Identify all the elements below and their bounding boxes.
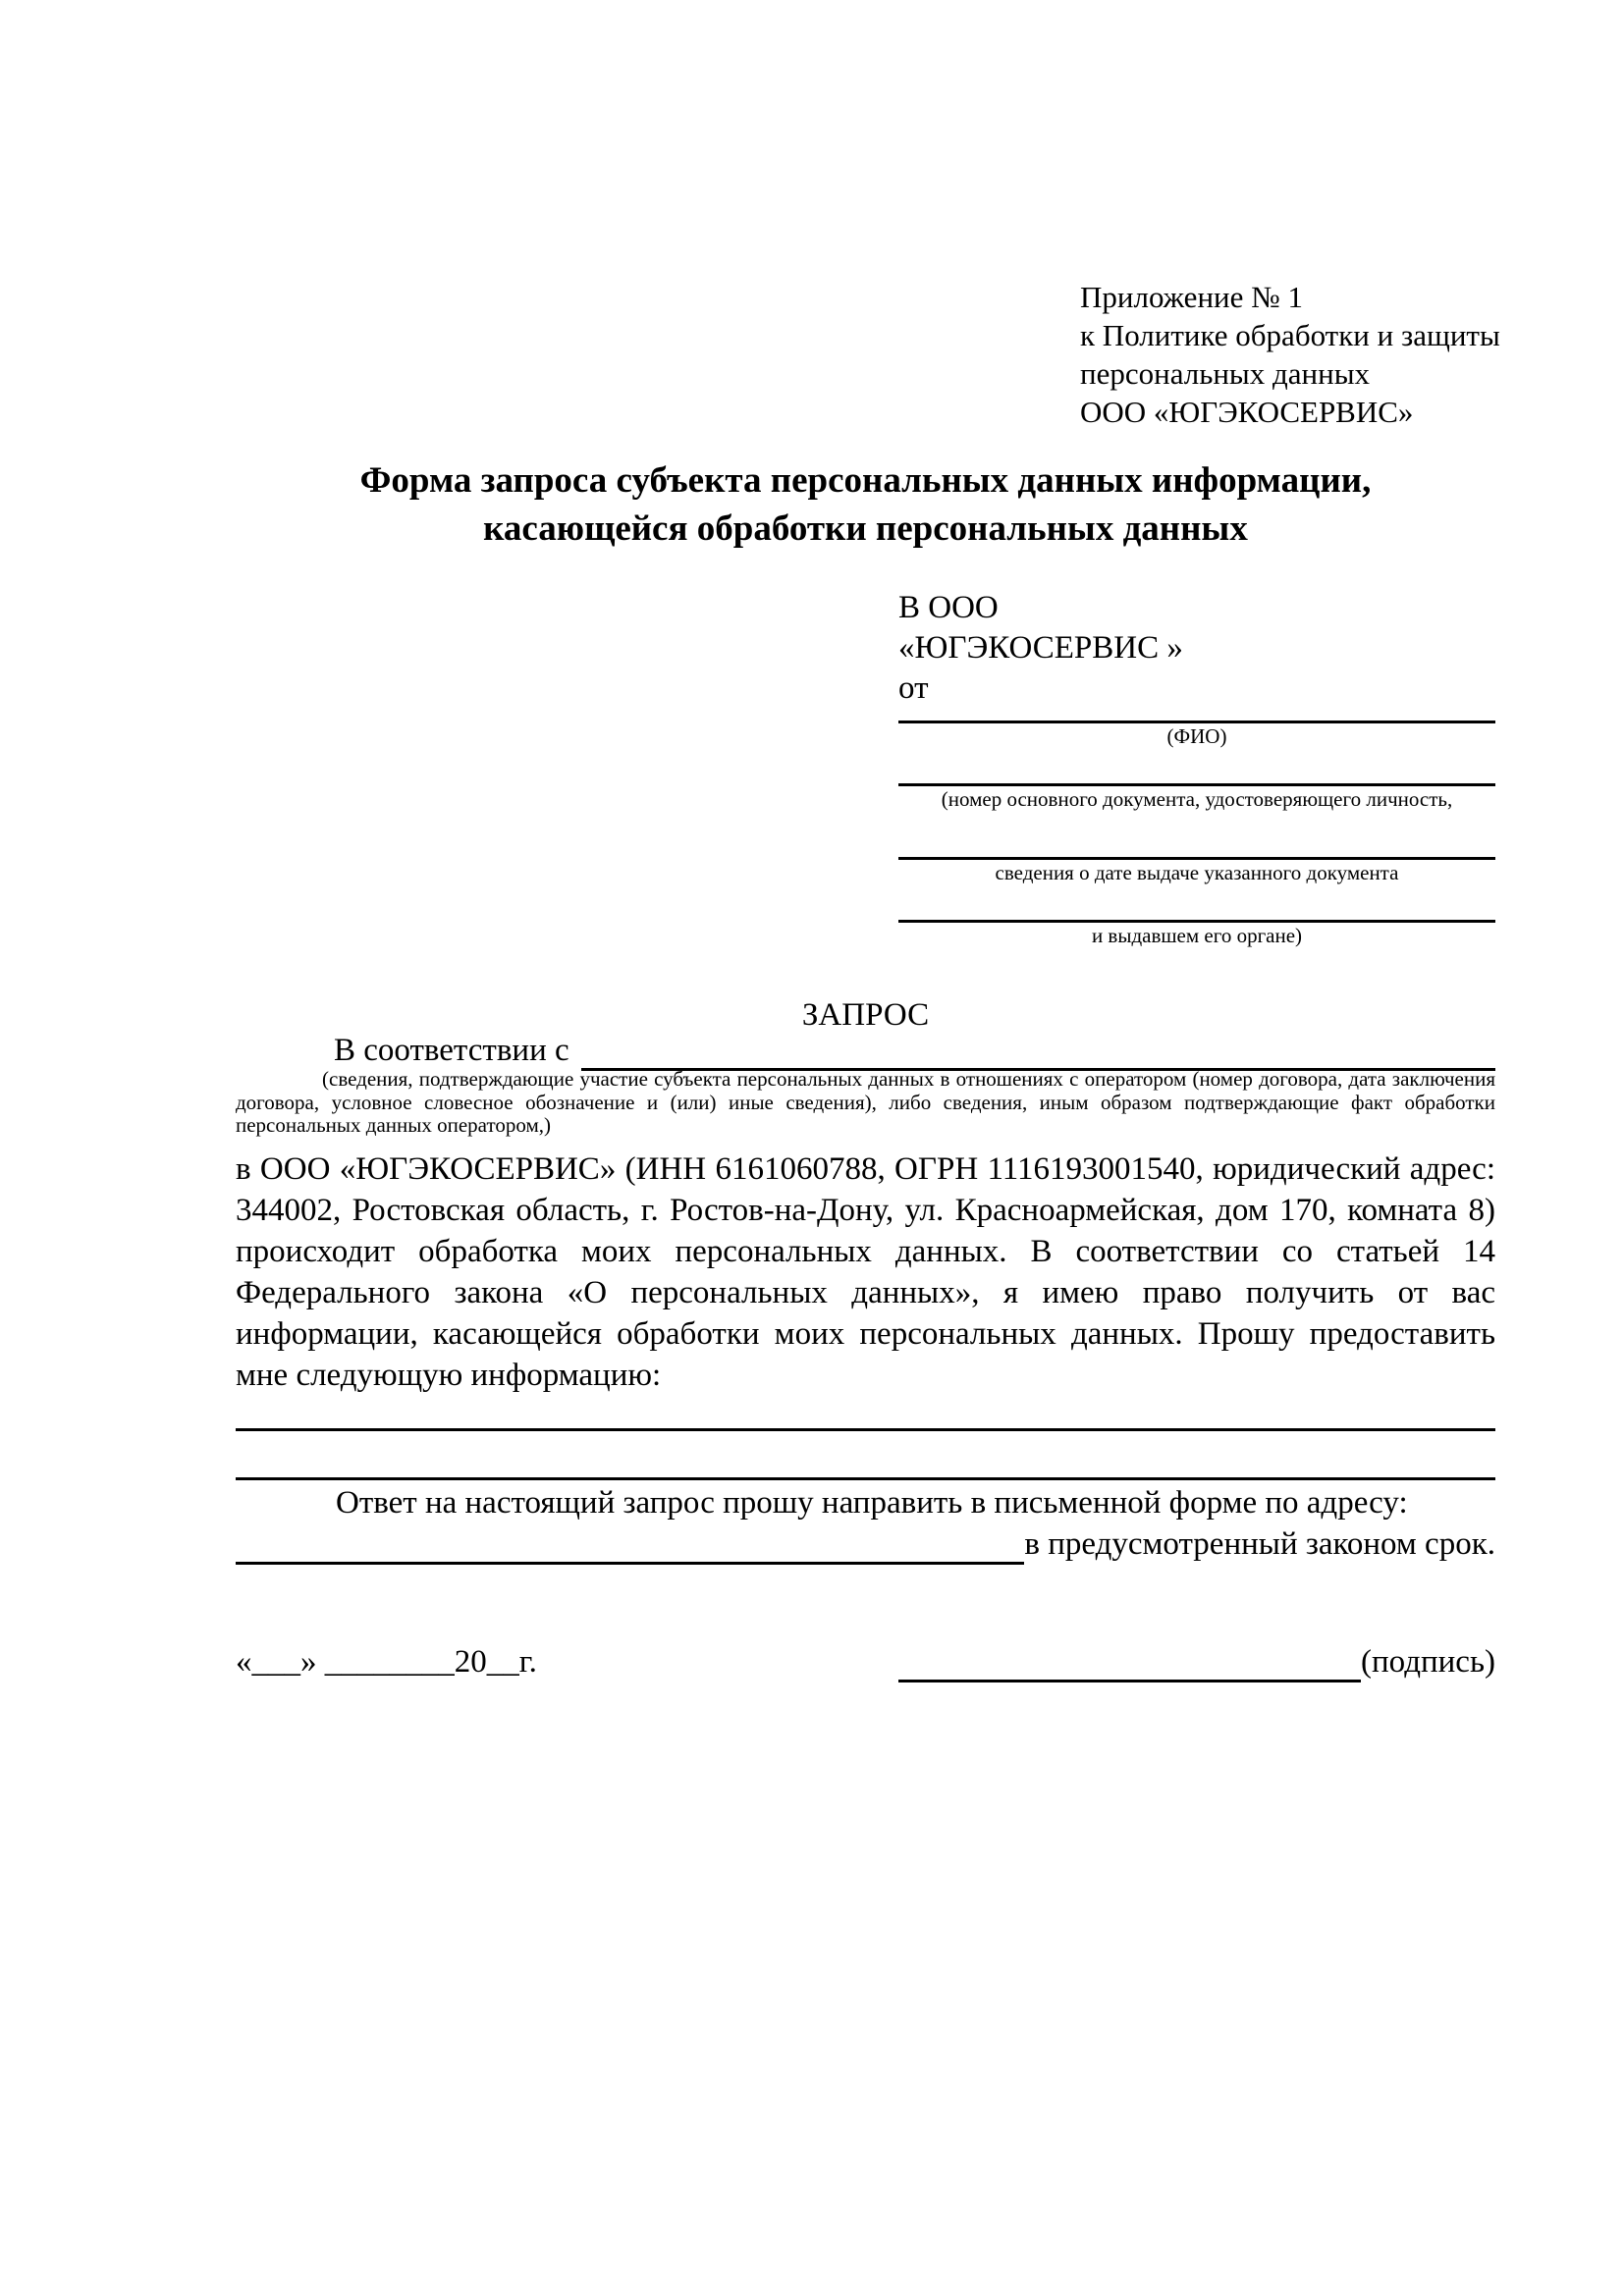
addressee-to-line2: «ЮГЭКОСЕРВИС » — [898, 630, 1183, 666]
document-title-line2: касающейся обработки персональных данных — [483, 508, 1248, 549]
reply-line1: Ответ на настоящий запрос прошу направить в письменной форме по адресу: — [336, 1485, 1408, 1521]
reply-line2-suffix: в предусмотренный законом срок. — [1024, 1526, 1495, 1562]
document-number-input-line[interactable] — [898, 752, 1495, 786]
info-input-line-2[interactable] — [236, 1446, 1495, 1480]
appendix-block — [1080, 278, 1512, 431]
issuing-authority-input-line[interactable] — [898, 888, 1495, 923]
reply-line2 — [236, 1523, 1495, 1565]
intro-footnote: (сведения, подтверждающие участие субъекта персональных данных в отношениях с оператором (номер договора, дата заключения договора, условное словесное обозначение и (или) иные сведения), либо сведения, иным образом подтверждающие факт обработки персональных данных оператором,) — [236, 1067, 1495, 1137]
request-heading: ЗАПРОС — [801, 997, 930, 1033]
appendix-line: к Политике обработки и защиты — [1080, 318, 1500, 352]
addressee-from-label: от — [898, 670, 929, 706]
date-field[interactable]: «___» ________20__г. — [236, 1644, 537, 1680]
document-title-line1: Форма запроса субъекта персональных данных информации, — [359, 460, 1372, 501]
addressee-to-line1: В ООО — [898, 590, 999, 625]
appendix-line: ООО «ЮГЭКОСЕРВИС» — [1080, 395, 1414, 429]
request-body: в ООО «ЮГЭКОСЕРВИС» (ИНН 6161060788, ОГРН 1116193001540, юридический адрес: 344002, Ростовская область, г. Ростов-на-Дону, ул. Красноармейская, дом 170, комната 8) происходит обработка моих персональных данных. В соответствии со статьей 14 Федерального закона «О персональных данных», я имею право получить от вас информации, касающейся обработки моих персональных данных. Прошу предоставить мне следующую информацию: — [236, 1151, 1495, 1393]
signature-caption: (подпись) — [1361, 1644, 1495, 1680]
address-input-line[interactable] — [236, 1524, 1024, 1565]
appendix-line: персональных данных — [1080, 356, 1371, 391]
signature-input-line[interactable] — [898, 1644, 1361, 1682]
intro-label: В соответствии с — [334, 1033, 569, 1068]
fio-input-line[interactable] — [898, 689, 1495, 723]
basis-input-line[interactable] — [581, 1033, 1495, 1071]
info-input-line-1[interactable] — [236, 1397, 1495, 1431]
intro-line — [236, 1031, 1495, 1071]
document-title — [236, 456, 1495, 553]
document-number-caption: (номер основного документа, удостоверяющего личность, — [941, 787, 1453, 811]
signature-row — [898, 1641, 1495, 1682]
appendix-line: Приложение № 1 — [1080, 280, 1303, 314]
fio-caption: (ФИО) — [1166, 724, 1227, 748]
issuing-authority-caption: и выдавшем его органе) — [1091, 924, 1303, 947]
issue-date-caption: сведения о дате выдаче указанного документа — [995, 861, 1399, 884]
issue-date-input-line[interactable] — [898, 826, 1495, 860]
reply-paragraph — [236, 1482, 1495, 1565]
